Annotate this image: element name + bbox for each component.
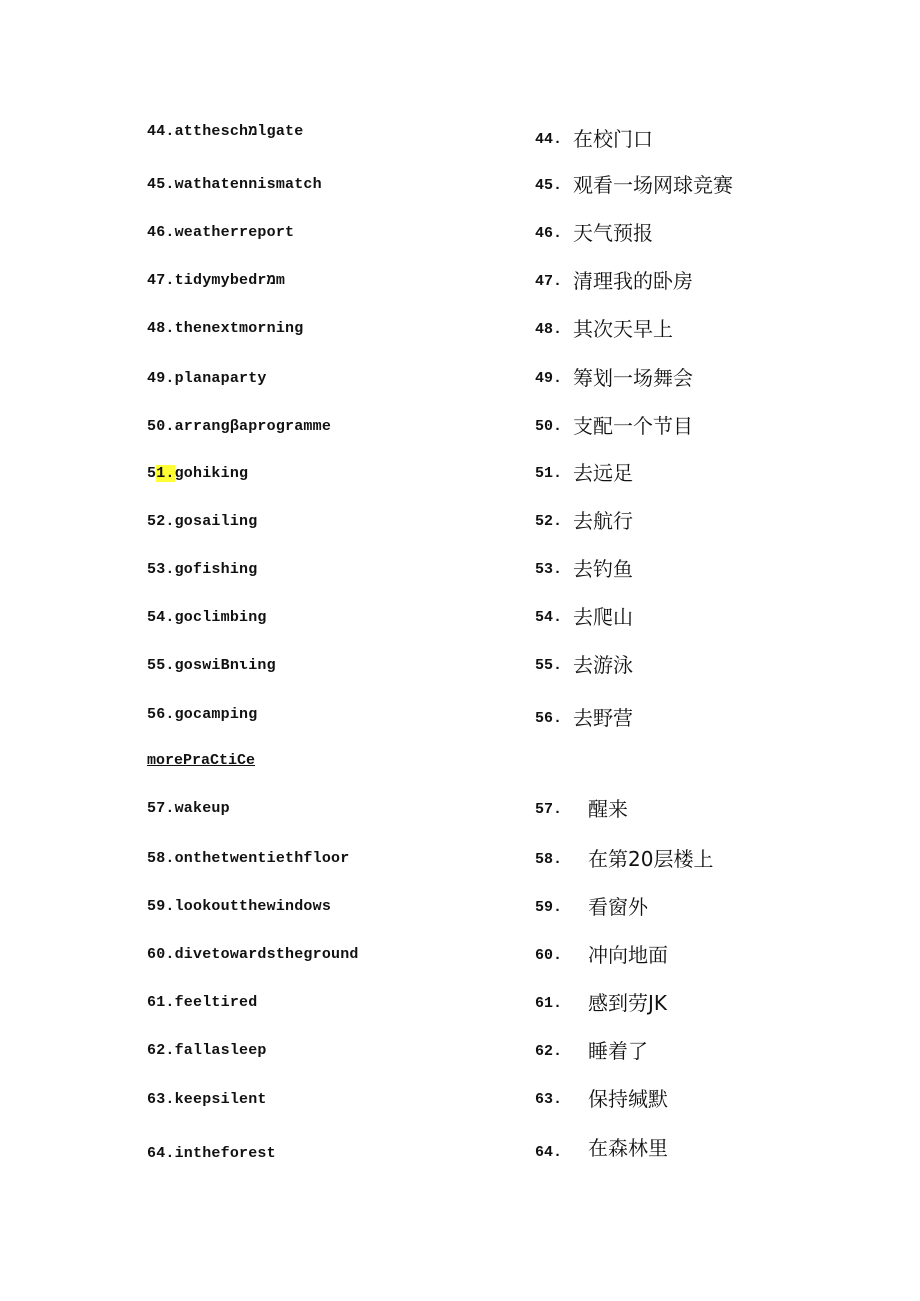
chinese-phrase-61 [535,991,668,1019]
chinese-text: 天气预报 [573,221,653,245]
english-phrase-62: 62.fallasleep [147,1042,267,1059]
english-phrase-52: 52.gosailing [147,513,258,530]
highlighted-text: 1. [156,465,175,482]
chinese-phrase-51 [535,461,633,489]
english-phrase-45: 45.wathatennismatch [147,176,322,193]
section-heading: morePraCtiCe [147,752,256,769]
chinese-phrase-64 [535,1136,668,1168]
chinese-text: 去野营 [573,706,633,730]
english-phrase-63: 63.keepsilent [147,1091,267,1108]
chinese-phrase-47 [535,269,693,297]
chinese-text: 清理我的卧房 [573,269,693,293]
chinese-phrase-56 [535,706,633,734]
english-phrase-57: 57.wakeup [147,800,230,817]
chinese-text: 在第20层楼上 [588,847,714,871]
phrase-text: gohiking [174,465,249,482]
english-phrase-55: 55.goswiBnιing [147,657,276,674]
chinese-text: 去航行 [573,509,633,533]
english-phrase-54: 54.goclimbing [147,609,267,626]
english-phrase-47: 47.tidymybedrמm [147,272,286,289]
phrase-number: 47. [535,273,563,290]
chinese-text: 去钓鱼 [573,557,633,581]
phrase-number: 58. [535,851,563,868]
chinese-phrase-44 [535,127,653,155]
phrase-number: 59. [535,899,563,916]
english-phrase-50: 50.arrangβaprogramme [147,418,332,435]
chinese-text: 冲向地面 [588,943,668,967]
phrase-number: 53. [535,561,563,578]
phrase-number: 45. [535,177,563,194]
chinese-phrase-49 [535,366,693,394]
phrase-number: 49. [535,370,563,387]
chinese-text: 在森林里 [588,1136,668,1160]
chinese-phrase-55 [535,653,633,681]
phrase-number: 48. [535,321,563,338]
chinese-phrase-48 [535,317,673,345]
english-phrase-44: 44.attheschמlgate [147,123,304,140]
chinese-text: 感到劳JK [588,991,668,1015]
chinese-text: 筹划一场舞会 [573,366,693,390]
phrase-number: 63. [535,1091,563,1108]
phrase-number: 64. [535,1144,563,1161]
english-phrase-49: 49.planaparty [147,370,267,387]
chinese-phrase-50 [535,414,693,442]
chinese-text: 醒来 [588,797,628,821]
chinese-phrase-53 [535,557,633,585]
chinese-phrase-59 [535,895,648,923]
chinese-phrase-58 [535,847,714,875]
english-phrase-58: 58.onthetwentiethfloor [147,850,350,867]
chinese-text: 保持缄默 [588,1087,668,1111]
chinese-text: 睡着了 [588,1039,648,1063]
phrase-number: 61. [535,995,563,1012]
phrase-number-prefix: 5 [147,465,157,482]
english-phrase-60: 60.divetowardstheground [147,946,359,963]
chinese-text: 观看一场网球竞赛 [573,173,733,197]
phrase-number: 44. [535,131,563,148]
english-phrase-56: 56.gocamping [147,706,258,723]
phrase-number: 62. [535,1043,563,1060]
chinese-text: 看窗外 [588,895,648,919]
chinese-phrase-45 [535,173,733,201]
chinese-phrase-63 [535,1087,668,1115]
chinese-text: 去游泳 [573,653,633,677]
phrase-number: 60. [535,947,563,964]
phrase-number: 56. [535,710,563,727]
chinese-text: 支配一个节目 [573,414,693,438]
phrase-number: 51. [535,465,563,482]
english-phrase-53: 53.gofishing [147,561,258,578]
phrase-number: 52. [535,513,563,530]
english-phrase-48: 48.thenextmorning [147,320,304,337]
phrase-number: 54. [535,609,563,626]
chinese-phrase-46 [535,221,653,249]
phrase-number: 46. [535,225,563,242]
chinese-phrase-54 [535,605,633,633]
chinese-text: 去远足 [573,461,633,485]
english-phrase-61: 61.feeltired [147,994,258,1011]
chinese-text: 其次天早上 [573,317,673,341]
english-phrase-51 [147,465,248,483]
phrase-number: 57. [535,801,563,818]
english-phrase-64: 64.intheforest [147,1145,276,1162]
phrase-number: 50. [535,418,563,435]
english-phrase-59: 59.lookoutthewindows [147,898,332,915]
chinese-text: 在校门口 [573,127,653,151]
chinese-phrase-62 [535,1039,648,1067]
chinese-phrase-57 [535,797,628,825]
phrase-number: 55. [535,657,563,674]
chinese-phrase-60 [535,943,668,971]
english-phrase-46: 46.weatherreport [147,224,295,241]
chinese-text: 去爬山 [573,605,633,629]
chinese-phrase-52 [535,509,633,537]
